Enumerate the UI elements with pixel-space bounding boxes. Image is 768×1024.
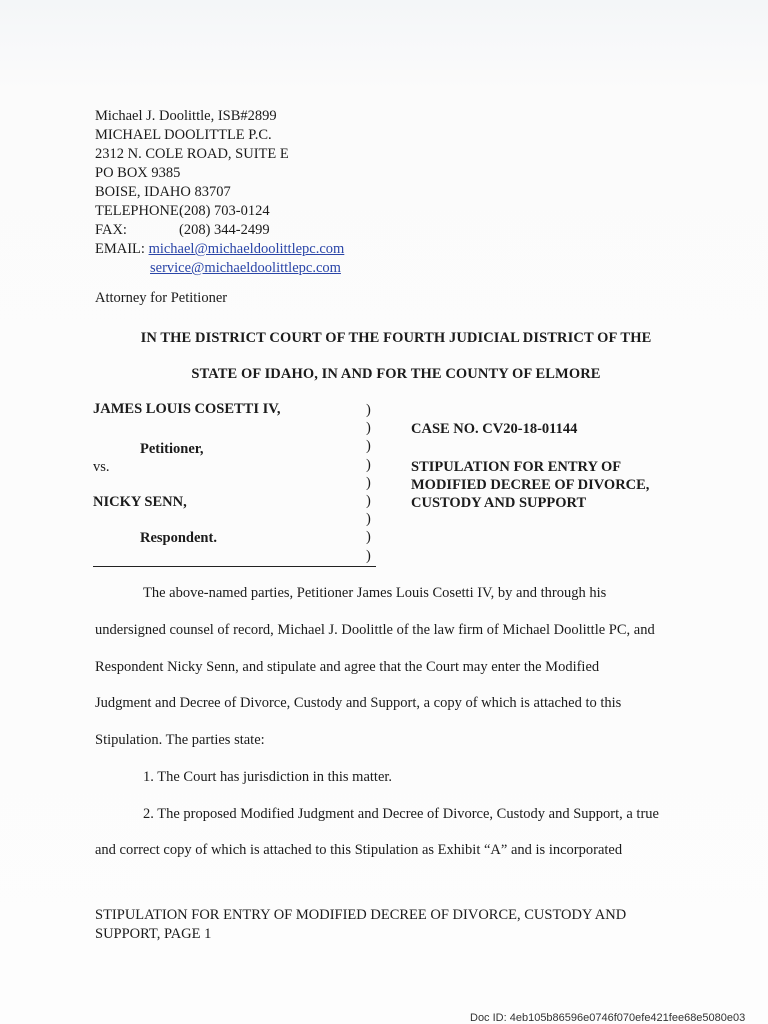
court-title-line-2: STATE OF IDAHO, IN AND FOR THE COUNTY OF ELMORE — [191, 366, 601, 382]
document-title-line-3: CUSTODY AND SUPPORT — [411, 495, 587, 511]
respondent-name: NICKY SENN, — [93, 494, 187, 510]
court-title-line-1: IN THE DISTRICT COURT OF THE FOURTH JUDICIAL DISTRICT OF THE — [140, 330, 652, 346]
page-footer — [95, 906, 695, 944]
caption-parentheses: ) ) ) ) ) ) ) ) ) — [366, 402, 371, 564]
firm-name: MICHAEL DOOLITTLE P.C. — [95, 127, 272, 143]
list-item-1: 1. The Court has jurisdiction in this matter. — [143, 769, 393, 785]
case-number: CASE NO. CV20-18-01144 — [411, 421, 578, 437]
fax-line — [95, 221, 344, 240]
attorney-name: Michael J. Doolittle, ISB#2899 — [95, 108, 277, 124]
list-item-2-line-1: 2. The proposed Modified Judgment and Decree of Divorce, Custody and Support, a true — [143, 806, 659, 822]
paragraph-line-2: undersigned counsel of record, Michael J. Doolittle of the law firm of Michael Doolittle PC, and — [95, 622, 655, 638]
respondent-role: Respondent. — [140, 530, 217, 546]
city-line: BOISE, IDAHO 83707 — [95, 184, 231, 200]
petitioner-role: Petitioner, — [140, 441, 204, 457]
document-id: Doc ID: 4eb105b86596e0746f070efe421fee68e5080e03 — [470, 1012, 746, 1024]
attorney-header — [95, 107, 344, 278]
paragraph-line-3: Respondent Nicky Senn, and stipulate and agree that the Court may enter the Modified — [95, 659, 600, 675]
document-title — [411, 458, 711, 512]
email-link-primary[interactable]: michael@michaeldoolittlepc.com — [148, 241, 345, 257]
petitioner-name: JAMES LOUIS COSETTI IV, — [93, 401, 281, 417]
document-title-line-1: STIPULATION FOR ENTRY OF — [411, 459, 622, 475]
email-link-service[interactable]: service@michaeldoolittlepc.com — [150, 260, 341, 276]
footer-line-1: STIPULATION FOR ENTRY OF MODIFIED DECREE OF DIVORCE, CUSTODY AND — [95, 907, 627, 923]
telephone-number: (208) 703-0124 — [179, 203, 270, 219]
paragraph-line-5: Stipulation. The parties state: — [95, 732, 265, 748]
attorney-for-label: Attorney for Petitioner — [95, 290, 228, 306]
telephone-label: TELEPHONE: — [95, 203, 183, 219]
paragraph-line-1: The above-named parties, Petitioner James Louis Cosetti IV, by and through his — [143, 585, 607, 601]
footer-line-2: SUPPORT, PAGE 1 — [95, 926, 212, 942]
document-title-line-2: MODIFIED DECREE OF DIVORCE, — [411, 477, 650, 493]
list-item-2-line-2: and correct copy of which is attached to this Stipulation as Exhibit “A” and is incorporated — [95, 842, 623, 858]
case-caption — [93, 401, 693, 571]
caption-divider — [93, 566, 376, 567]
paragraph-line-4: Judgment and Decree of Divorce, Custody and Support, a copy of which is attached to this — [95, 695, 622, 711]
address-line-1: 2312 N. COLE ROAD, SUITE E — [95, 146, 289, 162]
telephone-line — [95, 202, 344, 221]
fax-label: FAX: — [95, 222, 127, 238]
email-label: EMAIL: — [95, 241, 145, 257]
email-line — [95, 240, 344, 259]
address-line-2: PO BOX 9385 — [95, 165, 181, 181]
versus-label: vs. — [93, 459, 110, 475]
email-line-2 — [95, 259, 344, 278]
fax-number: (208) 344-2499 — [179, 222, 270, 238]
